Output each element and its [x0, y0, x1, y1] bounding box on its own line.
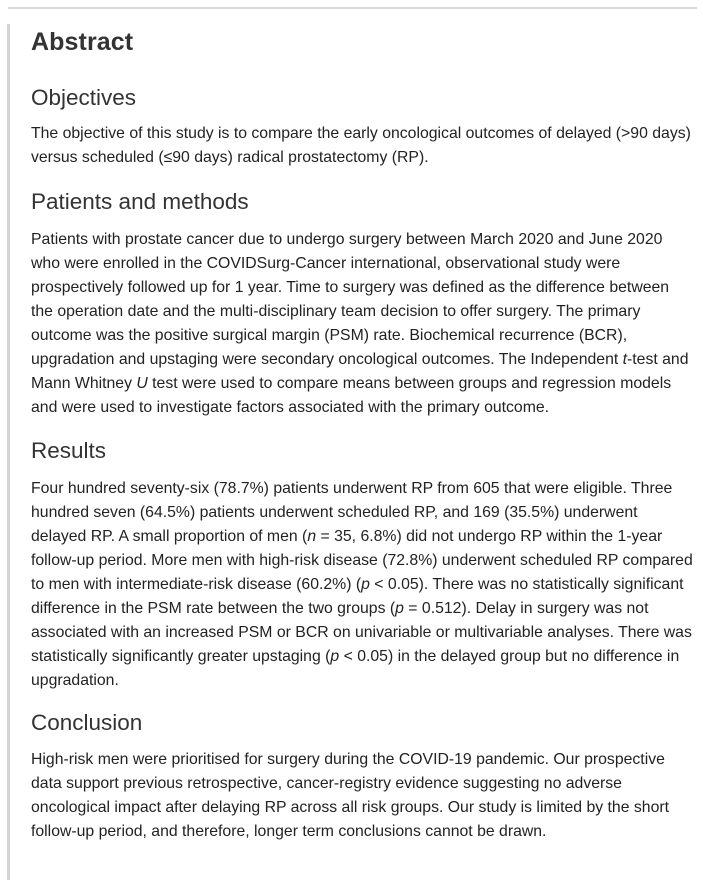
methods-section — [31, 188, 693, 420]
t-symbol: t — [622, 351, 628, 368]
objectives-section — [31, 84, 693, 170]
results-text-part-1: Four hundred seventy-six (78.7%) patients underwent RP from 605 that were eligible. Three hundred seven (64.5%) patients underwent scheduled RP, and 169 (35.5%) underwent delayed RP. A small proportion of men ( — [31, 480, 673, 545]
results-heading: Results — [31, 438, 107, 463]
conclusion-heading: Conclusion — [31, 710, 143, 735]
methods-heading: Patients and methods — [31, 189, 249, 214]
conclusion-section — [31, 709, 693, 844]
methods-text-part-1: Patients with prostate cancer due to undergo surgery between March 2020 and June 2020 who were enrolled in the COVIDSurg-Cancer international, observational study were prospectively followed up for 1 year. Time to surgery was defined as the difference between the operation date and the multi-disciplinary team decision to offer surgery. The primary outcome was the positive surgical margin (PSM) rate. Biochemical recurrence (BCR), upgradation and upstaging were secondary oncological outcomes. The Independent — [31, 231, 670, 368]
p-symbol: p — [395, 600, 404, 617]
methods-text — [31, 228, 693, 420]
methods-text-part-2: -test and Mann Whitney — [31, 351, 689, 392]
abstract-title: Abstract — [31, 28, 134, 56]
p-symbol: p — [330, 648, 340, 665]
top-divider — [8, 7, 697, 9]
objectives-heading: Objectives — [31, 85, 137, 110]
objectives-text: The objective of this study is to compare the early oncological outcomes of delayed (>90 days) versus scheduled (≤90 days) radical prostatectomy (RP). — [31, 125, 691, 166]
results-text-part-3: < 0.05). There was no statistically significant difference in the PSM rate between the two groups ( — [31, 576, 684, 617]
p-symbol: p — [361, 576, 370, 593]
results-text — [31, 477, 693, 693]
u-symbol: U — [136, 375, 148, 392]
abstract-section — [7, 24, 697, 880]
n-symbol: n — [307, 528, 317, 545]
results-text-part-2: = 35, 6.8%) did not undergo RP within the 1-year follow-up period. More men with high-risk disease (72.8%) underwent scheduled RP compared to men with intermediate-risk disease (60.2%) ( — [31, 528, 693, 593]
results-section — [31, 437, 693, 693]
results-text-part-5: < 0.05) in the delayed group but no difference in upgradation. — [31, 648, 680, 689]
conclusion-text: High-risk men were prioritised for surgery during the COVID-19 pandemic. Our prospective data support previous retrospective, cancer-registry evidence suggesting no adverse oncological impact after delaying RP across all risk groups. Our study is limited by the short follow-up period, and therefore, longer term conclusions cannot be drawn. — [31, 751, 670, 840]
methods-text-part-3: test were used to compare means between groups and regression models and were used to investigate factors associated with the primary outcome. — [31, 375, 672, 416]
results-text-part-4: = 0.512). Delay in surgery was not associated with an increased PSM or BCR on univariable or multivariable analyses. There was statistically significantly greater upstaging ( — [31, 600, 692, 665]
